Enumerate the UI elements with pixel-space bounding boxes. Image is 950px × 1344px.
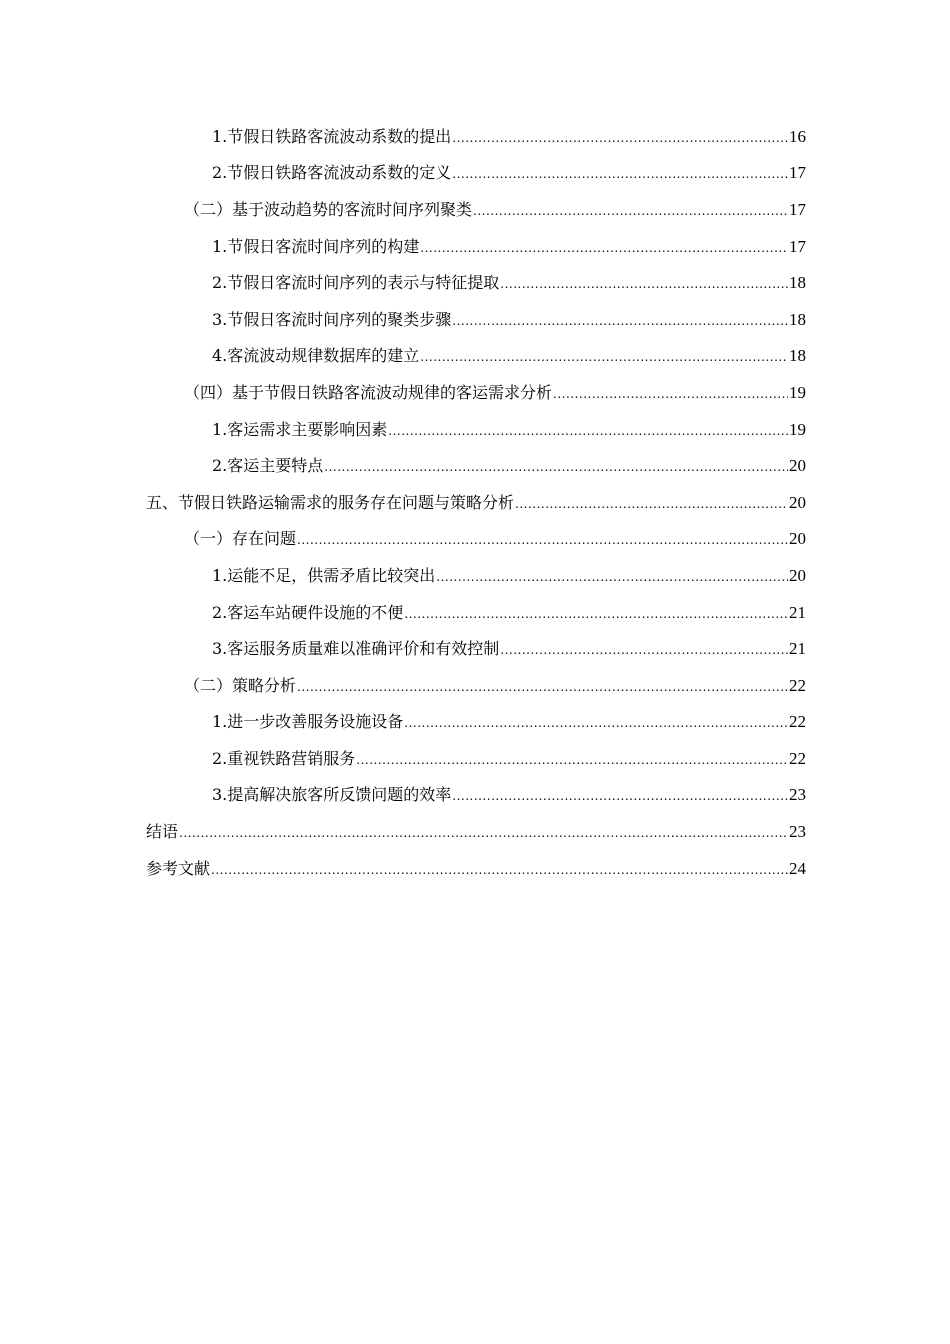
toc-entry-title: 1.进一步改善服务设施设备 (212, 712, 404, 732)
toc-entry-title: （二）基于波动趋势的客流时间序列聚类 (184, 199, 473, 219)
toc-entry[interactable] (0, 522, 950, 559)
toc-page-number: 18 (789, 273, 806, 293)
toc-entry[interactable] (0, 485, 950, 522)
toc-dot-leader (500, 640, 788, 660)
toc-page-number: 19 (789, 419, 806, 439)
toc-dot-leader (553, 384, 788, 404)
toc-page-number: 20 (789, 456, 806, 476)
toc-entry-title: 2.客运车站硬件设施的不便 (212, 602, 404, 622)
toc-entry[interactable] (0, 851, 950, 888)
toc-page-number: 20 (789, 565, 806, 585)
toc-entry-title: （一）存在问题 (184, 529, 297, 549)
toc-entry-title: 3.客运服务质量难以准确评价和有效控制 (212, 639, 500, 659)
toc-dot-leader (452, 164, 788, 184)
toc-entry[interactable] (0, 339, 950, 376)
toc-entry-title: 1.节假日铁路客流波动系数的提出 (212, 126, 452, 146)
toc-dot-leader (388, 421, 788, 441)
toc-entry-title: 五、节假日铁路运输需求的服务存在问题与策略分析 (146, 492, 515, 512)
toc-entry[interactable] (0, 448, 950, 485)
toc-page-number: 24 (789, 858, 806, 878)
toc-dot-leader (211, 860, 788, 880)
toc-dot-leader (356, 750, 788, 770)
toc-dot-leader (404, 604, 788, 624)
toc-entry-title: 结语 (146, 822, 179, 842)
toc-entry[interactable] (0, 302, 950, 339)
toc-page-number: 22 (789, 675, 806, 695)
toc-entry-title: （二）策略分析 (184, 675, 297, 695)
toc-page-number: 18 (789, 346, 806, 366)
table-of-contents (0, 119, 950, 887)
toc-entry[interactable] (0, 119, 950, 156)
toc-dot-leader (515, 494, 788, 514)
toc-entry-title: 2.节假日铁路客流波动系数的定义 (212, 163, 452, 183)
toc-entry-title: 4.客流波动规律数据库的建立 (212, 346, 420, 366)
toc-entry-title: 1.客运需求主要影响因素 (212, 419, 388, 439)
toc-entry-title: 2.客运主要特点 (212, 456, 324, 476)
toc-page-number: 22 (789, 748, 806, 768)
toc-entry-title: 参考文献 (146, 858, 211, 878)
toc-dot-leader (297, 530, 788, 550)
toc-dot-leader (452, 311, 788, 331)
toc-entry-title: （四）基于节假日铁路客流波动规律的客运需求分析 (184, 382, 553, 402)
toc-page-number: 20 (789, 529, 806, 549)
toc-dot-leader (420, 347, 788, 367)
toc-entry[interactable] (0, 412, 950, 449)
toc-entry-title: 1.节假日客流时间序列的构建 (212, 236, 420, 256)
toc-entry-title: 1.运能不足，供需矛盾比较突出 (212, 565, 436, 585)
toc-dot-leader (473, 201, 788, 221)
toc-page-number: 18 (789, 309, 806, 329)
toc-page-number: 23 (789, 822, 806, 842)
toc-dot-leader (404, 713, 788, 733)
toc-page-number: 22 (789, 712, 806, 732)
toc-page-number: 21 (789, 602, 806, 622)
toc-entry[interactable] (0, 375, 950, 412)
toc-dot-leader (452, 786, 788, 806)
toc-page-number: 23 (789, 785, 806, 805)
toc-dot-leader (324, 457, 788, 477)
toc-dot-leader (452, 128, 788, 148)
toc-entry-title: 3.节假日客流时间序列的聚类步骤 (212, 309, 452, 329)
toc-entry[interactable] (0, 229, 950, 266)
toc-dot-leader (179, 823, 788, 843)
toc-entry[interactable] (0, 741, 950, 778)
toc-dot-leader (297, 677, 788, 697)
toc-page-number: 17 (789, 236, 806, 256)
toc-entry[interactable] (0, 265, 950, 302)
toc-entry-title: 3.提高解决旅客所反馈问题的效率 (212, 785, 452, 805)
toc-entry[interactable] (0, 705, 950, 742)
toc-page-number: 17 (789, 199, 806, 219)
toc-entry[interactable] (0, 156, 950, 193)
toc-page-number: 19 (789, 382, 806, 402)
toc-entry[interactable] (0, 595, 950, 632)
toc-entry[interactable] (0, 631, 950, 668)
toc-entry[interactable] (0, 192, 950, 229)
toc-entry-title: 2.节假日客流时间序列的表示与特征提取 (212, 273, 500, 293)
toc-dot-leader (500, 274, 788, 294)
toc-page-number: 17 (789, 163, 806, 183)
toc-page-number: 21 (789, 639, 806, 659)
toc-page-number: 20 (789, 492, 806, 512)
toc-entry-title: 2.重视铁路营销服务 (212, 748, 356, 768)
toc-entry[interactable] (0, 668, 950, 705)
toc-entry[interactable] (0, 558, 950, 595)
toc-entry[interactable] (0, 814, 950, 851)
toc-entry[interactable] (0, 778, 950, 815)
toc-dot-leader (420, 238, 788, 258)
toc-dot-leader (436, 567, 788, 587)
toc-page-number: 16 (789, 126, 806, 146)
